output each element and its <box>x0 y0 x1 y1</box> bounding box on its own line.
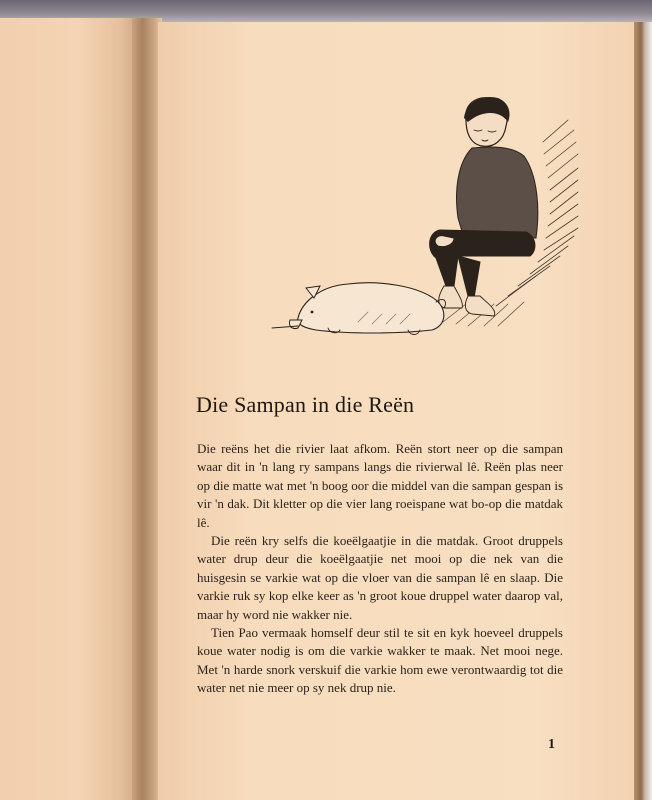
paragraph: Die reëns het die rivier laat afkom. Reën stort neer op die sampan waar dit in 'n lang ry sampans langs die rivierwal lê. Reën plas neer op die matte wat met 'n boog oor die middel van die sampan gespan is vir 'n dak. Dit kletter op die vier lang roeispane wat bo-op die matdak lê. <box>197 441 563 530</box>
boy-and-pig-illustration <box>268 90 588 340</box>
page-number: 1 <box>548 737 555 752</box>
pig-figure <box>289 283 445 335</box>
left-page <box>0 18 142 800</box>
chapter-title: Die Sampan in die Reën <box>196 392 415 417</box>
story-text <box>197 440 563 698</box>
paragraph: Tien Pao vermaak homself deur stil te sit en kyk hoeveel druppels koue water nodig is om die varkie wakker te maak. Net mooi nege. Met 'n harde snork verskuif die varkie hom ewe verontwaardig tot die water net nie meer op sy nek drup nie. <box>197 625 563 696</box>
paragraph: Die reën kry selfs die koeëlgaatjie in die matdak. Groot druppels water drup deur die koeëlgaatjie net mooi op die nek van die huisgesin se varkie wat op die vloer van die sampan lê en slaap. Die varkie ruk sy kop elke keer as 'n groot koue druppel water daarop val, maar hy word nie wakker nie. <box>197 533 563 622</box>
page-edge <box>634 22 652 800</box>
